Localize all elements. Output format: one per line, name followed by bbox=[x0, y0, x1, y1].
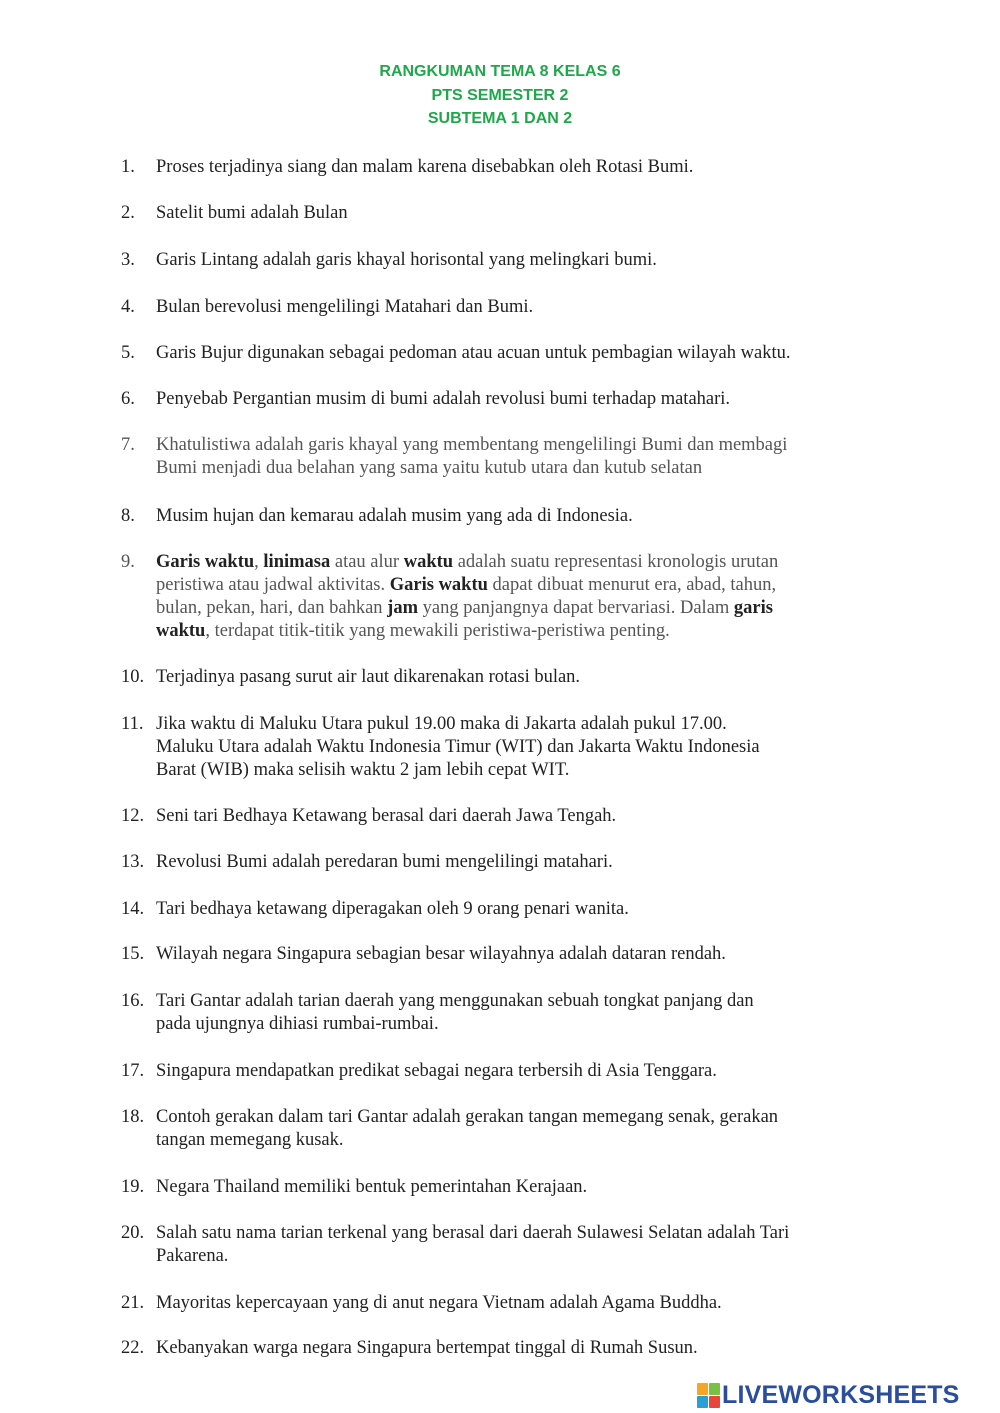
bold-term: garis bbox=[733, 598, 773, 618]
item-text bbox=[156, 434, 856, 480]
item-text bbox=[156, 1176, 856, 1199]
item-text-line: Singapura mendapatkan predikat sebagai negara terbersih di Asia Tenggara. bbox=[156, 1061, 717, 1081]
item-number: 13. bbox=[121, 852, 145, 872]
item-text-line: pada ujungnya dihiasi rumbai-rumbai. bbox=[156, 1014, 439, 1034]
item-number: 19. bbox=[121, 1177, 145, 1197]
item-text-line: Tari bedhaya ketawang diperagakan oleh 9 orang penari wanita. bbox=[156, 899, 629, 919]
item-number: 20. bbox=[121, 1223, 145, 1243]
item-number: 6. bbox=[121, 389, 135, 409]
item-number: 16. bbox=[121, 991, 145, 1011]
item-number: 2. bbox=[121, 203, 135, 223]
item-text-line: Mayoritas kepercayaan yang di anut negara Vietnam adalah Agama Buddha. bbox=[156, 1293, 722, 1313]
item-text-line: tangan memegang kusak. bbox=[156, 1130, 344, 1150]
item-text-line: Salah satu nama tarian terkenal yang berasal dari daerah Sulawesi Selatan adalah Tari bbox=[156, 1223, 790, 1243]
item-number: 8. bbox=[121, 506, 135, 526]
text-segment: peristiwa atau jadwal aktivitas. bbox=[156, 575, 390, 595]
item-number: 14. bbox=[121, 899, 145, 919]
item-text bbox=[156, 156, 856, 179]
item-text-line: Tari Gantar adalah tarian daerah yang menggunakan sebuah tongkat panjang dan bbox=[156, 991, 754, 1011]
liveworksheets-logo-icon bbox=[697, 1383, 719, 1407]
text-segment: adalah suatu representasi kronologis urutan bbox=[453, 552, 779, 572]
item-text-line: Bulan berevolusi mengelilingi Matahari dan Bumi. bbox=[156, 297, 534, 317]
item-text-line: Musim hujan dan kemarau adalah musim yang ada di Indonesia. bbox=[156, 506, 633, 526]
item-number: 3. bbox=[121, 250, 135, 270]
item-text-line: Contoh gerakan dalam tari Gantar adalah gerakan tangan memegang senak, gerakan bbox=[156, 1107, 779, 1127]
item-text-line: Negara Thailand memiliki bentuk pemerintahan Kerajaan. bbox=[156, 1177, 588, 1197]
item-number: 10. bbox=[121, 667, 145, 687]
item-text-line: Bumi menjadi dua belahan yang sama yaitu kutub utara dan kutub selatan bbox=[156, 458, 703, 478]
item-number: 22. bbox=[121, 1338, 145, 1358]
item-text-line: Khatulistiwa adalah garis khayal yang membentang mengelilingi Bumi dan membagi bbox=[156, 435, 788, 455]
item-text-line bbox=[156, 597, 856, 620]
item-text-line: Satelit bumi adalah Bulan bbox=[156, 203, 348, 223]
bold-term: waktu bbox=[156, 621, 206, 641]
item-text-line bbox=[156, 551, 856, 574]
item-text-line: Proses terjadinya siang dan malam karena disebabkan oleh Rotasi Bumi. bbox=[156, 157, 694, 177]
text-segment: atau alur bbox=[330, 552, 404, 572]
item-text bbox=[156, 1222, 856, 1268]
item-text-line: Barat (WIB) maka selisih waktu 2 jam lebih cepat WIT. bbox=[156, 760, 570, 780]
item-text bbox=[156, 249, 856, 272]
item-number: 21. bbox=[121, 1293, 145, 1313]
item-text bbox=[156, 296, 856, 319]
text-segment: dapat dibuat menurut era, abad, tahun, bbox=[487, 575, 777, 595]
item-text bbox=[156, 1106, 856, 1152]
item-number: 7. bbox=[121, 435, 135, 455]
text-segment: , terdapat titik-titik yang mewakili peristiwa-peristiwa penting. bbox=[205, 621, 670, 641]
bold-term: Garis waktu bbox=[156, 552, 255, 572]
item-text bbox=[156, 1060, 856, 1083]
item-text-line: Penyebab Pergantian musim di bumi adalah revolusi bumi terhadap matahari. bbox=[156, 389, 731, 409]
item-text-line: Revolusi Bumi adalah peredaran bumi mengelilingi matahari. bbox=[156, 852, 613, 872]
bold-term: jam bbox=[387, 598, 418, 618]
item-text bbox=[156, 943, 856, 966]
item-number: 4. bbox=[121, 297, 135, 317]
item-text-line bbox=[156, 620, 856, 643]
item-text-line: Maluku Utara adalah Waktu Indonesia Timur (WIT) dan Jakarta Waktu Indonesia bbox=[156, 737, 760, 757]
item-text bbox=[156, 805, 856, 828]
item-text-line bbox=[156, 574, 856, 597]
item-text bbox=[156, 551, 856, 643]
bold-term: waktu bbox=[403, 552, 454, 572]
item-text bbox=[156, 851, 856, 874]
text-segment: bulan, pekan, hari, dan bahkan bbox=[156, 598, 388, 618]
item-number: 17. bbox=[121, 1061, 145, 1081]
item-text bbox=[156, 898, 856, 921]
item-text-line: Garis Bujur digunakan sebagai pedoman atau acuan untuk pembagian wilayah waktu. bbox=[156, 343, 791, 363]
item-text-line: Wilayah negara Singapura sebagian besar wilayahnya adalah dataran rendah. bbox=[156, 944, 726, 964]
item-text bbox=[156, 990, 856, 1036]
logo-text: LIVEWORKSHEETS bbox=[722, 1380, 960, 1409]
item-text bbox=[156, 202, 856, 225]
title-line-1: RANGKUMAN TEMA 8 KELAS 6 bbox=[379, 63, 621, 80]
item-number: 5. bbox=[121, 343, 135, 363]
item-text bbox=[156, 666, 856, 689]
item-text-line: Jika waktu di Maluku Utara pukul 19.00 maka di Jakarta adalah pukul 17.00. bbox=[156, 714, 727, 734]
text-segment: , bbox=[254, 552, 264, 572]
text-segment: yang panjangnya dapat bervariasi. Dalam bbox=[418, 598, 734, 618]
item-text bbox=[156, 713, 856, 782]
item-number: 11. bbox=[121, 714, 144, 734]
item-text-line: Seni tari Bedhaya Ketawang berasal dari daerah Jawa Tengah. bbox=[156, 806, 617, 826]
bold-term: linimasa bbox=[263, 552, 331, 572]
item-number: 12. bbox=[121, 806, 145, 826]
title-line-2: PTS SEMESTER 2 bbox=[431, 86, 569, 104]
item-text-line: Pakarena. bbox=[156, 1246, 229, 1266]
title-line-3: SUBTEMA 1 DAN 2 bbox=[427, 110, 573, 127]
item-text-line: Garis Lintang adalah garis khayal horisontal yang melingkari bumi. bbox=[156, 250, 657, 270]
liveworksheets-logo[interactable] bbox=[697, 1380, 960, 1410]
bold-term: Garis waktu bbox=[389, 575, 488, 595]
item-number: 1. bbox=[121, 157, 135, 177]
item-number: 15. bbox=[121, 944, 145, 964]
item-text bbox=[156, 505, 856, 528]
item-text-line: Kebanyakan warga negara Singapura bertempat tinggal di Rumah Susun. bbox=[156, 1338, 698, 1358]
item-text-line: Terjadinya pasang surut air laut dikarenakan rotasi bulan. bbox=[156, 667, 581, 687]
item-text bbox=[156, 388, 856, 411]
item-text bbox=[156, 1337, 856, 1360]
item-number: 18. bbox=[121, 1107, 145, 1127]
item-text bbox=[156, 342, 856, 365]
item-text bbox=[156, 1292, 856, 1315]
item-number: 9. bbox=[121, 552, 135, 572]
